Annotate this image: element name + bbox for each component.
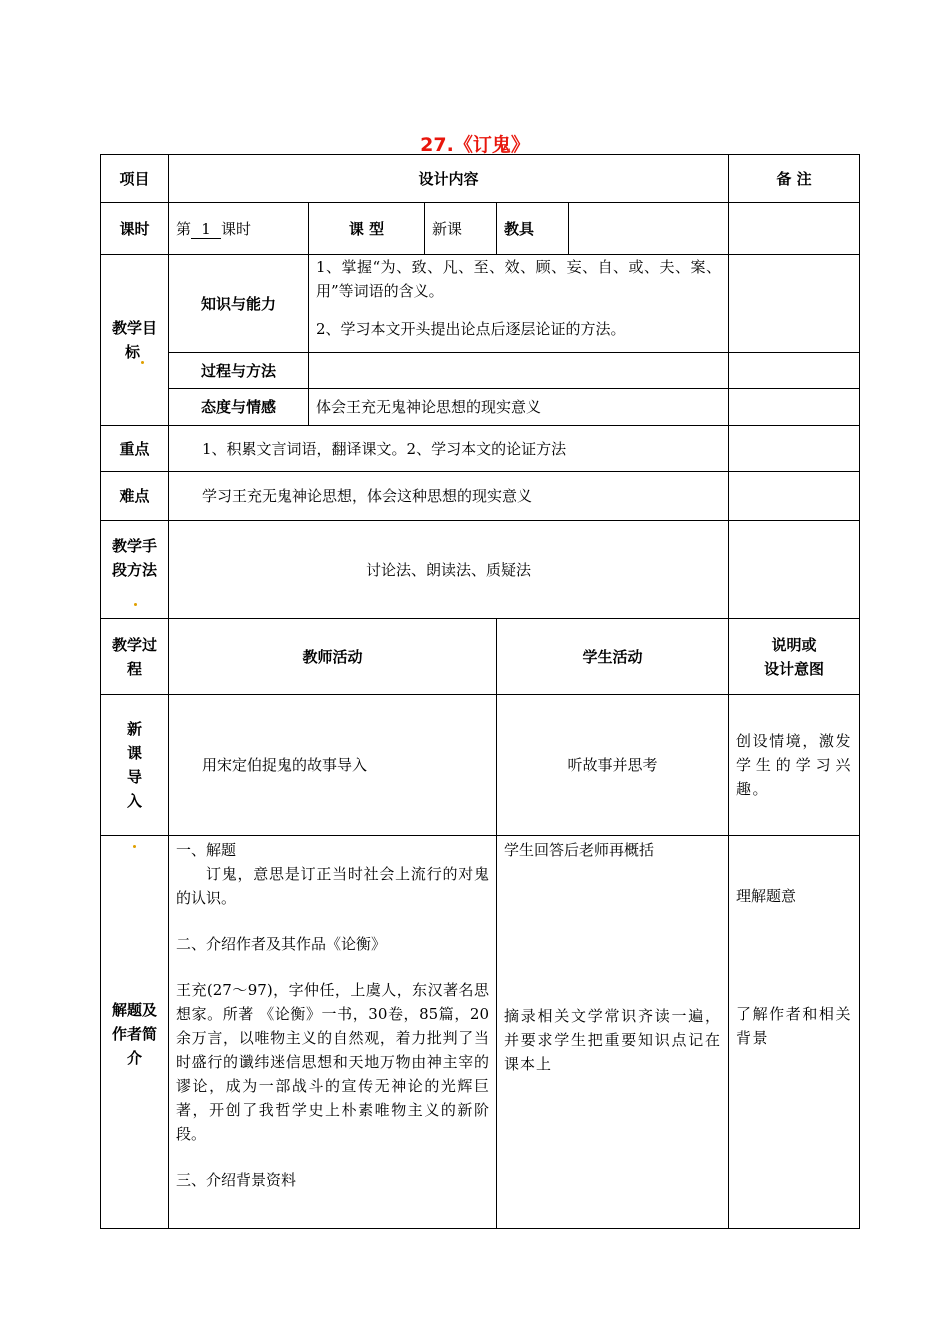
process-method-value	[309, 353, 729, 389]
focus-notes	[729, 426, 860, 472]
class-hours-prefix: 第	[176, 219, 192, 238]
difficulty-row	[101, 472, 860, 521]
methods-notes	[729, 521, 860, 619]
objectives-knowledge-row	[101, 255, 860, 353]
header-notes: 备 注	[729, 155, 860, 203]
explanation-heading-3: 三、介绍背景资料	[176, 1171, 297, 1189]
mark-dot	[134, 603, 137, 606]
process-header-row	[101, 619, 860, 695]
intro-label-1: 新	[126, 720, 142, 738]
explanation-row	[101, 836, 860, 1229]
process-method-label: 过程与方法	[169, 353, 309, 389]
teaching-tools-label: 教具	[497, 203, 569, 255]
teaching-tools-value	[569, 203, 729, 255]
objectives-label	[101, 255, 169, 426]
knowledge-label: 知识与能力	[169, 255, 309, 353]
intro-label-4: 入	[126, 792, 142, 810]
explanation-label	[101, 836, 169, 1229]
page-title: 27.《订鬼》	[420, 134, 530, 156]
intro-teacher-activity: 用宋定伯捉鬼的故事导入	[169, 695, 497, 836]
knowledge-notes	[729, 255, 860, 353]
intro-label	[101, 695, 169, 836]
lesson-type-value: 新课	[425, 203, 497, 255]
explanation-notes	[729, 836, 860, 1229]
lesson-type-label: 课 型	[309, 203, 425, 255]
class-hours-suffix: 课时	[221, 219, 252, 238]
objectives-attitude-row	[101, 389, 860, 426]
explanation-note-2: 了解作者和相关背景	[736, 1005, 853, 1047]
class-hours-label: 课时	[101, 203, 169, 255]
explanation-teacher-activity	[169, 836, 497, 1229]
explanation-student-2: 摘录相关文学常识齐读一遍，并要求学生把重要知识点记在课本上	[504, 1007, 722, 1073]
knowledge-item-2: 2、学习本文开头提出论点后逐层论证的方法。	[316, 320, 626, 338]
lesson-plan-table	[100, 154, 860, 1229]
difficulty-notes	[729, 472, 860, 521]
focus-value: 1、积累文言词语，翻译课文。2、学习本文的论证方法	[169, 426, 729, 472]
difficulty-value: 学习王充无鬼神论思想，体会这种思想的现实意义	[169, 472, 729, 521]
focus-row	[101, 426, 860, 472]
attitude-label: 态度与情感	[169, 389, 309, 426]
intro-notes: 创设情境，激发学生的学习兴趣。	[729, 695, 860, 836]
notes-header	[729, 619, 860, 695]
class-hours-row	[101, 203, 860, 255]
intro-row	[101, 695, 860, 836]
mark-dot	[141, 361, 144, 364]
teacher-activity-header: 教师活动	[169, 619, 497, 695]
focus-label: 重点	[101, 426, 169, 472]
explanation-text-2: 王充(27～97)，字仲任，上虞人，东汉著名思想家。所著 《论衡》一书，30卷，85篇，20余万言，以唯物主义的自然观，着力批判了当时盛行的谶纬迷信思想和天地万物由神主宰的谬论，成为一部战斗的宣传无神论的光辉巨著，开创了我哲学史上朴素唯物主义的新阶段。	[176, 981, 489, 1143]
student-activity-header: 学生活动	[497, 619, 729, 695]
explanation-student-activity	[497, 836, 729, 1229]
explanation-note-1: 理解题意	[736, 887, 797, 905]
table-header-row	[101, 155, 860, 203]
intro-label-3: 导	[126, 768, 142, 786]
methods-value: 讨论法、朗读法、质疑法	[169, 521, 729, 619]
class-hours-number: 1	[191, 220, 221, 239]
header-item: 项目	[101, 155, 169, 203]
class-hours-notes	[729, 203, 860, 255]
mark-dot	[133, 845, 136, 848]
methods-label-text: 教学手段方法	[111, 536, 157, 579]
knowledge-value	[309, 255, 729, 353]
attitude-notes	[729, 389, 860, 426]
explanation-label-text: 解题及作者简介	[111, 1000, 157, 1067]
explanation-text-1: 订鬼，意思是订正当时社会上流行的对鬼的认识。	[176, 865, 489, 907]
process-method-notes	[729, 353, 860, 389]
class-hours-value	[169, 203, 309, 255]
notes-header-line-1: 说明或	[771, 635, 817, 654]
knowledge-item-1: 1、掌握“为、致、凡、至、效、顾、妄、自、或、夫、案、用”等词语的含义。	[316, 258, 722, 300]
intro-student-activity: 听故事并思考	[497, 695, 729, 836]
notes-header-line-2: 设计意图	[764, 659, 825, 678]
process-label: 教学过程	[101, 619, 169, 695]
header-design: 设计内容	[169, 155, 729, 203]
intro-label-2: 课	[126, 744, 142, 762]
methods-label	[101, 521, 169, 619]
objectives-process-row	[101, 353, 860, 389]
explanation-heading-2: 二、介绍作者及其作品《论衡》	[176, 935, 387, 953]
explanation-heading-1: 一、解题	[176, 841, 237, 859]
explanation-student-1: 学生回答后老师再概括	[504, 841, 655, 859]
attitude-value: 体会王充无鬼神论思想的现实意义	[309, 389, 729, 426]
objectives-label-text: 教学目标	[111, 319, 157, 361]
methods-row	[101, 521, 860, 619]
difficulty-label: 难点	[101, 472, 169, 521]
